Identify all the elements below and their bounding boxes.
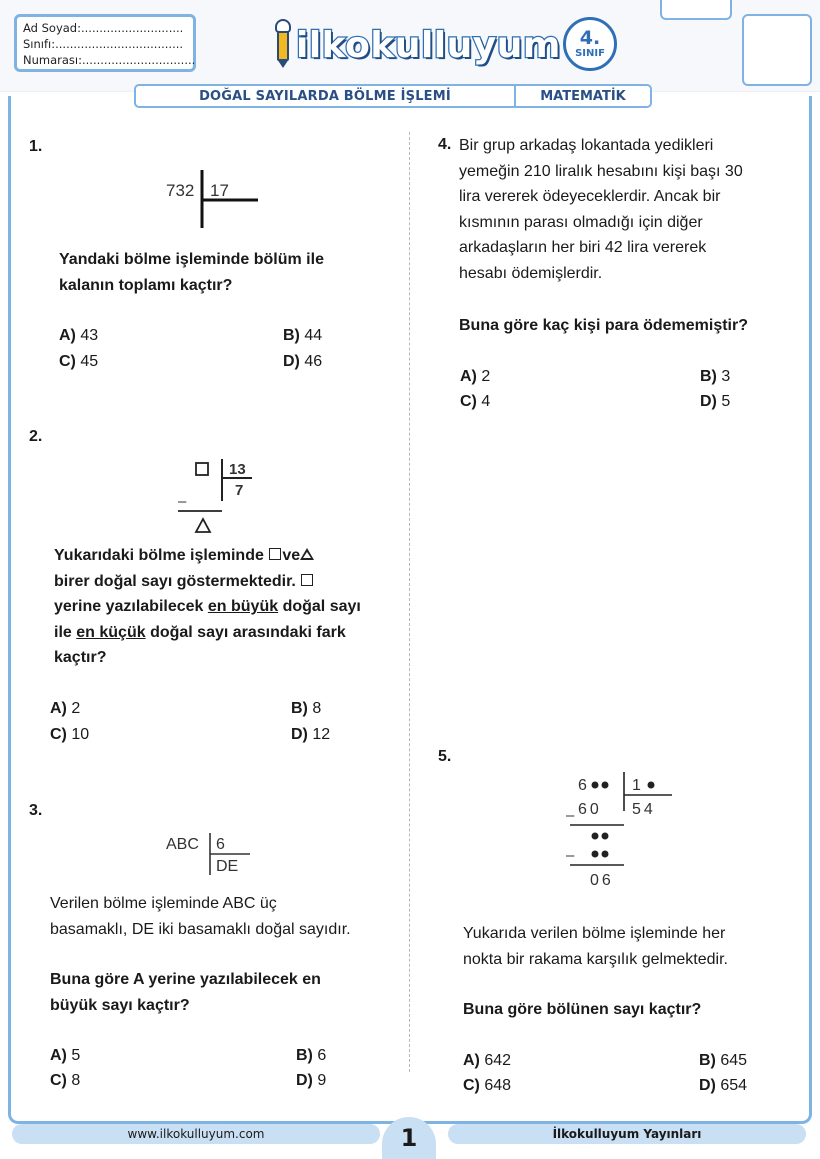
q5-division-figure: [560, 768, 685, 896]
q2-division-figure: [172, 456, 262, 538]
q2-text-line: birer doğal sayı göstermektedir.: [54, 569, 361, 595]
q1-option-b[interactable]: B) 44: [283, 327, 323, 344]
q5-dot: [648, 782, 655, 789]
q5-minus-sign: –: [566, 847, 575, 864]
q5-question: Buna göre bölünen sayı kaçtır?: [463, 1001, 702, 1018]
question-5-number: 5.: [438, 748, 452, 765]
q5-option-d[interactable]: D) 654: [699, 1077, 748, 1094]
q5-remainder: 06: [590, 872, 614, 889]
q5-text-line: Yukarıda verilen bölme işleminde her: [463, 925, 726, 942]
q3-text: [50, 891, 351, 942]
q3-option-c[interactable]: C) 8: [50, 1072, 81, 1089]
q2-square-symbol: [196, 463, 208, 475]
q3-option-d[interactable]: D) 9: [296, 1072, 327, 1089]
q3-question: [50, 967, 321, 1018]
q4-option-d[interactable]: D) 5: [700, 393, 731, 410]
q3-option-b[interactable]: B) 6: [296, 1047, 327, 1064]
q4-question: Buna göre kaç kişi para ödememiştir?: [459, 317, 748, 334]
q5-dot: [592, 782, 599, 789]
q2-triangle-symbol: [196, 519, 210, 532]
q1-divisor: 17: [210, 181, 229, 200]
q4-option-b[interactable]: B) 3: [700, 368, 731, 385]
q3-option-a[interactable]: A) 5: [50, 1047, 81, 1064]
q2-quotient: 7: [235, 482, 244, 499]
q3-text-line: basamaklı, DE iki basamaklı doğal sayıdır.: [50, 920, 351, 938]
grade-number: 4.: [579, 26, 601, 49]
q3-division-figure: [162, 830, 262, 878]
q2-text-line: kaçtır?: [54, 649, 107, 666]
q4-text-line: yemeğin 210 liralık hesabını kişi başı 30: [459, 162, 743, 180]
q3-divisor: 6: [216, 836, 225, 853]
q5-text: [463, 921, 728, 972]
website-link[interactable]: www.ilkokulluyum.com: [12, 1124, 380, 1144]
q1-text-line: Yandaki bölme işleminde bölüm ile: [59, 251, 324, 268]
square-icon: [269, 548, 281, 560]
number-field[interactable]: Numarası:...............................: [23, 53, 196, 67]
q2-option-d[interactable]: D) 12: [291, 726, 331, 743]
triangle-icon: [300, 548, 314, 560]
logo-text: ilkokulluyum: [296, 25, 561, 66]
q2-text: [54, 543, 361, 671]
question-4-number: 4.: [438, 136, 452, 153]
q4-text-line: kısmının parası olmadığı için diğer: [459, 213, 703, 231]
q4-option-c[interactable]: C) 4: [460, 393, 491, 410]
name-field[interactable]: Ad Soyad:............................: [23, 21, 184, 35]
student-info-box: [14, 14, 196, 72]
square-icon: [301, 574, 313, 586]
subject-title: MATEMATİK: [540, 88, 626, 104]
q5-option-c[interactable]: C) 648: [463, 1077, 512, 1094]
q5-dividend-digit: 6: [578, 777, 587, 794]
q1-text-line: kalanın toplamı kaçtır?: [59, 276, 233, 294]
q5-minus-sign: –: [566, 807, 575, 824]
q5-divisor-digit: 1: [632, 777, 641, 794]
q3-text-line: Verilen bölme işleminde ABC üç: [50, 895, 277, 912]
grade-badge: [563, 17, 617, 71]
q1-option-d[interactable]: D) 46: [283, 353, 323, 370]
q5-dot: [592, 851, 599, 858]
class-field[interactable]: Sınıfı:...................................: [23, 37, 184, 51]
q5-dot: [602, 833, 609, 840]
q4-text-line: Bir grup arkadaş lokantada yedikleri: [459, 137, 714, 154]
q2-minus-sign: –: [178, 493, 187, 510]
q2-option-c[interactable]: C) 10: [50, 726, 90, 743]
q5-quotient: 54: [632, 801, 656, 818]
q5-dot: [592, 833, 599, 840]
q5-option-b[interactable]: B) 645: [699, 1052, 748, 1069]
q5-subtrahend: 60: [578, 801, 602, 818]
question-2-number: 2.: [29, 428, 43, 445]
q3-question-line: Buna göre A yerine yazılabilecek en: [50, 971, 321, 988]
publisher-name: İlkokulluyum Yayınları: [448, 1124, 806, 1144]
column-divider: [409, 132, 410, 1072]
q5-dot: [602, 851, 609, 858]
pencil-hand-icon: [272, 23, 294, 69]
topic-title: DOĞAL SAYILARDA BÖLME İŞLEMİ: [136, 86, 516, 106]
q4-text: [459, 133, 789, 286]
q2-text-line: yerine yazılabilecek en büyük doğal sayı: [54, 598, 361, 615]
q1-dividend: 732: [166, 181, 195, 200]
q4-text-line: hesabı ödemişlerdir.: [459, 264, 603, 282]
brand-logo: [272, 20, 561, 72]
q5-dot: [602, 782, 609, 789]
q2-option-a[interactable]: A) 2: [50, 700, 81, 717]
q4-text-line: arkadaşların her biri 42 lira vererek: [459, 239, 707, 256]
question-3-number: 3.: [29, 802, 43, 819]
q2-option-b[interactable]: B) 8: [291, 700, 322, 717]
q4-text-line: lira vererek ödeyeceklerdir. Ancak bir: [459, 188, 721, 205]
grade-label: SINIF: [575, 47, 605, 59]
corner-tab: [660, 0, 732, 20]
q2-divisor: 13: [229, 461, 246, 478]
q3-question-line: büyük sayı kaçtır?: [50, 996, 190, 1014]
q3-quotient: DE: [216, 858, 239, 875]
question-1-number: 1.: [29, 138, 43, 155]
q5-option-a[interactable]: A) 642: [463, 1052, 512, 1069]
q3-dividend: ABC: [166, 836, 199, 853]
page-number: 1: [382, 1117, 436, 1159]
q1-option-c[interactable]: C) 45: [59, 353, 99, 370]
q2-text-line: Yukarıdaki bölme işleminde ve: [54, 543, 361, 569]
q1-option-a[interactable]: A) 43: [59, 327, 99, 344]
q5-text-line: nokta bir rakama karşılık gelmektedir.: [463, 950, 728, 968]
q1-text: [59, 247, 324, 298]
q1-division-figure: [160, 168, 270, 230]
q4-option-a[interactable]: A) 2: [460, 368, 491, 385]
q2-text-line: ile en küçük doğal sayı arasındaki fark: [54, 623, 346, 641]
score-box: [742, 14, 812, 86]
